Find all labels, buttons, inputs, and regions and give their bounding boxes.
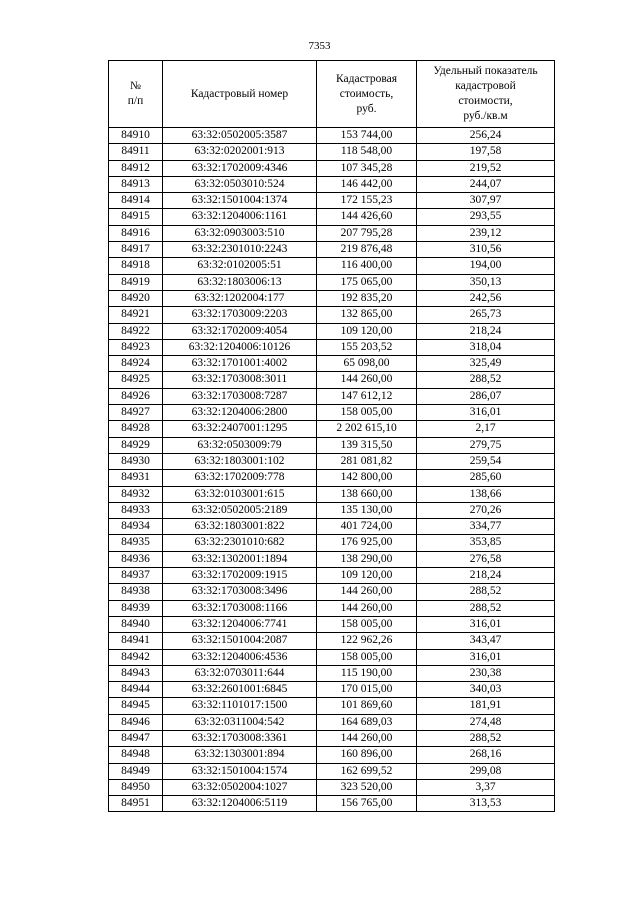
table-row <box>109 600 555 616</box>
cadastral-value: 401 724,00 <box>317 519 417 535</box>
header-cadastral-number: Кадастровый номер <box>163 61 317 128</box>
cadastral-value: 109 120,00 <box>317 323 417 339</box>
row-number: 84926 <box>109 388 163 404</box>
cadastral-value: 219 876,48 <box>317 242 417 258</box>
specific-value: 270,26 <box>417 502 555 518</box>
cadastral-number: 63:32:1204006:10126 <box>163 339 317 355</box>
specific-value: 288,52 <box>417 730 555 746</box>
row-number: 84923 <box>109 339 163 355</box>
cadastral-value: 158 005,00 <box>317 616 417 632</box>
cadastral-table <box>108 60 555 812</box>
cadastral-number: 63:32:1703009:2203 <box>163 307 317 323</box>
specific-value: 325,49 <box>417 356 555 372</box>
cadastral-number: 63:32:1204006:4536 <box>163 649 317 665</box>
specific-value: 256,24 <box>417 128 555 144</box>
specific-value: 288,52 <box>417 600 555 616</box>
cadastral-value: 138 660,00 <box>317 486 417 502</box>
table-row <box>109 453 555 469</box>
specific-value: 318,04 <box>417 339 555 355</box>
specific-value: 197,58 <box>417 144 555 160</box>
row-number: 84916 <box>109 225 163 241</box>
cadastral-value: 207 795,28 <box>317 225 417 241</box>
cadastral-value: 144 260,00 <box>317 372 417 388</box>
specific-value: 259,54 <box>417 453 555 469</box>
cadastral-number: 63:32:1501004:1574 <box>163 763 317 779</box>
cadastral-number: 63:32:1703008:3496 <box>163 584 317 600</box>
table-row <box>109 307 555 323</box>
cadastral-value: 132 865,00 <box>317 307 417 323</box>
table-row <box>109 682 555 698</box>
cadastral-number: 63:32:1701001:4002 <box>163 356 317 372</box>
cadastral-number: 63:32:1204006:7741 <box>163 616 317 632</box>
row-number: 84950 <box>109 779 163 795</box>
table-row <box>109 405 555 421</box>
row-number: 84944 <box>109 682 163 698</box>
table-row <box>109 747 555 763</box>
specific-value: 181,91 <box>417 698 555 714</box>
row-number: 84913 <box>109 176 163 192</box>
cadastral-value: 192 835,20 <box>317 290 417 306</box>
specific-value: 230,38 <box>417 665 555 681</box>
row-number: 84947 <box>109 730 163 746</box>
table-row <box>109 160 555 176</box>
cadastral-value: 144 260,00 <box>317 584 417 600</box>
row-number: 84951 <box>109 796 163 812</box>
row-number: 84914 <box>109 193 163 209</box>
row-number: 84933 <box>109 502 163 518</box>
cadastral-value: 164 689,03 <box>317 714 417 730</box>
cadastral-value: 153 744,00 <box>317 128 417 144</box>
cadastral-number: 63:32:1803001:102 <box>163 453 317 469</box>
cadastral-number: 63:32:0102005:51 <box>163 258 317 274</box>
cadastral-value: 142 800,00 <box>317 470 417 486</box>
table-row <box>109 339 555 355</box>
cadastral-number: 63:32:0503009:79 <box>163 437 317 453</box>
cadastral-value: 156 765,00 <box>317 796 417 812</box>
table-row <box>109 437 555 453</box>
table-row <box>109 584 555 600</box>
cadastral-value: 138 290,00 <box>317 551 417 567</box>
header-specific-value: Удельный показатель кадастровой стоимости, руб./кв.м <box>417 61 555 128</box>
row-number: 84939 <box>109 600 163 616</box>
table-row <box>109 486 555 502</box>
table-row <box>109 209 555 225</box>
row-number: 84927 <box>109 405 163 421</box>
table-row <box>109 779 555 795</box>
table-row <box>109 356 555 372</box>
cadastral-number: 63:32:1702009:4346 <box>163 160 317 176</box>
header-number: № п/п <box>109 61 163 128</box>
table-row <box>109 796 555 812</box>
cadastral-number: 63:32:1501004:1374 <box>163 193 317 209</box>
cadastral-value: 323 520,00 <box>317 779 417 795</box>
header-cadastral-value: Кадастровая стоимость, руб. <box>317 61 417 128</box>
cadastral-value: 162 699,52 <box>317 763 417 779</box>
row-number: 84949 <box>109 763 163 779</box>
cadastral-value: 118 548,00 <box>317 144 417 160</box>
cadastral-value: 170 015,00 <box>317 682 417 698</box>
cadastral-number: 63:32:2301010:682 <box>163 535 317 551</box>
row-number: 84946 <box>109 714 163 730</box>
specific-value: 242,56 <box>417 290 555 306</box>
cadastral-number: 63:32:1803006:13 <box>163 274 317 290</box>
specific-value: 138,66 <box>417 486 555 502</box>
specific-value: 194,00 <box>417 258 555 274</box>
row-number: 84917 <box>109 242 163 258</box>
specific-value: 316,01 <box>417 405 555 421</box>
cadastral-number: 63:32:0903003:510 <box>163 225 317 241</box>
row-number: 84936 <box>109 551 163 567</box>
cadastral-value: 116 400,00 <box>317 258 417 274</box>
table-row <box>109 665 555 681</box>
table-row <box>109 519 555 535</box>
row-number: 84921 <box>109 307 163 323</box>
row-number: 84940 <box>109 616 163 632</box>
cadastral-number: 63:32:1702009:778 <box>163 470 317 486</box>
table-row <box>109 568 555 584</box>
cadastral-value: 158 005,00 <box>317 649 417 665</box>
row-number: 84915 <box>109 209 163 225</box>
cadastral-number: 63:32:1703008:3361 <box>163 730 317 746</box>
row-number: 84943 <box>109 665 163 681</box>
specific-value: 340,03 <box>417 682 555 698</box>
table-row <box>109 323 555 339</box>
table-body <box>109 128 555 812</box>
specific-value: 293,55 <box>417 209 555 225</box>
specific-value: 288,52 <box>417 584 555 600</box>
row-number: 84937 <box>109 568 163 584</box>
cadastral-number: 63:32:1303001:894 <box>163 747 317 763</box>
cadastral-number: 63:32:0503010:524 <box>163 176 317 192</box>
cadastral-number: 63:32:1501004:2087 <box>163 633 317 649</box>
row-number: 84945 <box>109 698 163 714</box>
cadastral-number: 63:32:0311004:542 <box>163 714 317 730</box>
cadastral-value: 144 426,60 <box>317 209 417 225</box>
cadastral-value: 176 925,00 <box>317 535 417 551</box>
table-row <box>109 144 555 160</box>
row-number: 84948 <box>109 747 163 763</box>
specific-value: 268,16 <box>417 747 555 763</box>
specific-value: 276,58 <box>417 551 555 567</box>
cadastral-value: 122 962,26 <box>317 633 417 649</box>
specific-value: 307,97 <box>417 193 555 209</box>
table-row <box>109 551 555 567</box>
table-row <box>109 128 555 144</box>
cadastral-number: 63:32:1703008:3011 <box>163 372 317 388</box>
specific-value: 334,77 <box>417 519 555 535</box>
cadastral-number: 63:32:1703008:7287 <box>163 388 317 404</box>
row-number: 84925 <box>109 372 163 388</box>
cadastral-value: 107 345,28 <box>317 160 417 176</box>
specific-value: 350,13 <box>417 274 555 290</box>
specific-value: 219,52 <box>417 160 555 176</box>
row-number: 84912 <box>109 160 163 176</box>
row-number: 84919 <box>109 274 163 290</box>
cadastral-value: 109 120,00 <box>317 568 417 584</box>
specific-value: 279,75 <box>417 437 555 453</box>
cadastral-number: 63:32:2407001:1295 <box>163 421 317 437</box>
specific-value: 218,24 <box>417 568 555 584</box>
cadastral-value: 65 098,00 <box>317 356 417 372</box>
table-row <box>109 176 555 192</box>
table-row <box>109 421 555 437</box>
cadastral-value: 160 896,00 <box>317 747 417 763</box>
specific-value: 343,47 <box>417 633 555 649</box>
row-number: 84922 <box>109 323 163 339</box>
cadastral-value: 135 130,00 <box>317 502 417 518</box>
table-row <box>109 274 555 290</box>
cadastral-number: 63:32:2601001:6845 <box>163 682 317 698</box>
table-row <box>109 633 555 649</box>
cadastral-number: 63:32:1204006:5119 <box>163 796 317 812</box>
table-row <box>109 535 555 551</box>
cadastral-value: 155 203,52 <box>317 339 417 355</box>
cadastral-value: 146 442,00 <box>317 176 417 192</box>
row-number: 84934 <box>109 519 163 535</box>
specific-value: 316,01 <box>417 649 555 665</box>
cadastral-number: 63:32:1703008:1166 <box>163 600 317 616</box>
specific-value: 3,37 <box>417 779 555 795</box>
row-number: 84924 <box>109 356 163 372</box>
row-number: 84920 <box>109 290 163 306</box>
cadastral-value: 144 260,00 <box>317 730 417 746</box>
specific-value: 310,56 <box>417 242 555 258</box>
cadastral-value: 115 190,00 <box>317 665 417 681</box>
cadastral-number: 63:32:1803001:822 <box>163 519 317 535</box>
table-row <box>109 388 555 404</box>
table-row <box>109 258 555 274</box>
cadastral-number: 63:32:1101017:1500 <box>163 698 317 714</box>
cadastral-value: 144 260,00 <box>317 600 417 616</box>
specific-value: 286,07 <box>417 388 555 404</box>
table-row <box>109 714 555 730</box>
cadastral-number: 63:32:1702009:1915 <box>163 568 317 584</box>
cadastral-value: 2 202 615,10 <box>317 421 417 437</box>
row-number: 84942 <box>109 649 163 665</box>
table-row <box>109 470 555 486</box>
cadastral-number: 63:32:0502005:3587 <box>163 128 317 144</box>
table-header-row <box>109 61 555 128</box>
specific-value: 313,53 <box>417 796 555 812</box>
cadastral-number: 63:32:0502004:1027 <box>163 779 317 795</box>
table-row <box>109 730 555 746</box>
cadastral-number: 63:32:1204006:1161 <box>163 209 317 225</box>
specific-value: 288,52 <box>417 372 555 388</box>
cadastral-number: 63:32:1204006:2800 <box>163 405 317 421</box>
row-number: 84910 <box>109 128 163 144</box>
row-number: 84932 <box>109 486 163 502</box>
page-number: 7353 <box>308 40 331 52</box>
table-row <box>109 290 555 306</box>
table-row <box>109 649 555 665</box>
table-row <box>109 763 555 779</box>
specific-value: 316,01 <box>417 616 555 632</box>
specific-value: 299,08 <box>417 763 555 779</box>
cadastral-number: 63:32:1302001:1894 <box>163 551 317 567</box>
specific-value: 265,73 <box>417 307 555 323</box>
specific-value: 353,85 <box>417 535 555 551</box>
specific-value: 239,12 <box>417 225 555 241</box>
row-number: 84928 <box>109 421 163 437</box>
row-number: 84911 <box>109 144 163 160</box>
row-number: 84918 <box>109 258 163 274</box>
table-row <box>109 372 555 388</box>
cadastral-number: 63:32:1202004:177 <box>163 290 317 306</box>
table-row <box>109 698 555 714</box>
row-number: 84931 <box>109 470 163 486</box>
cadastral-number: 63:32:0103001:615 <box>163 486 317 502</box>
cadastral-number: 63:32:1702009:4054 <box>163 323 317 339</box>
specific-value: 2,17 <box>417 421 555 437</box>
table-row <box>109 616 555 632</box>
row-number: 84941 <box>109 633 163 649</box>
specific-value: 218,24 <box>417 323 555 339</box>
cadastral-value: 101 869,60 <box>317 698 417 714</box>
table-row <box>109 225 555 241</box>
table-row <box>109 193 555 209</box>
cadastral-number: 63:32:0703011:644 <box>163 665 317 681</box>
cadastral-value: 281 081,82 <box>317 453 417 469</box>
specific-value: 244,07 <box>417 176 555 192</box>
cadastral-value: 158 005,00 <box>317 405 417 421</box>
row-number: 84938 <box>109 584 163 600</box>
cadastral-number: 63:32:0502005:2189 <box>163 502 317 518</box>
cadastral-number: 63:32:0202001:913 <box>163 144 317 160</box>
table-row <box>109 502 555 518</box>
cadastral-value: 175 065,00 <box>317 274 417 290</box>
cadastral-number: 63:32:2301010:2243 <box>163 242 317 258</box>
row-number: 84929 <box>109 437 163 453</box>
cadastral-value: 147 612,12 <box>317 388 417 404</box>
specific-value: 285,60 <box>417 470 555 486</box>
cadastral-value: 172 155,23 <box>317 193 417 209</box>
cadastral-value: 139 315,50 <box>317 437 417 453</box>
table-row <box>109 242 555 258</box>
specific-value: 274,48 <box>417 714 555 730</box>
row-number: 84935 <box>109 535 163 551</box>
row-number: 84930 <box>109 453 163 469</box>
